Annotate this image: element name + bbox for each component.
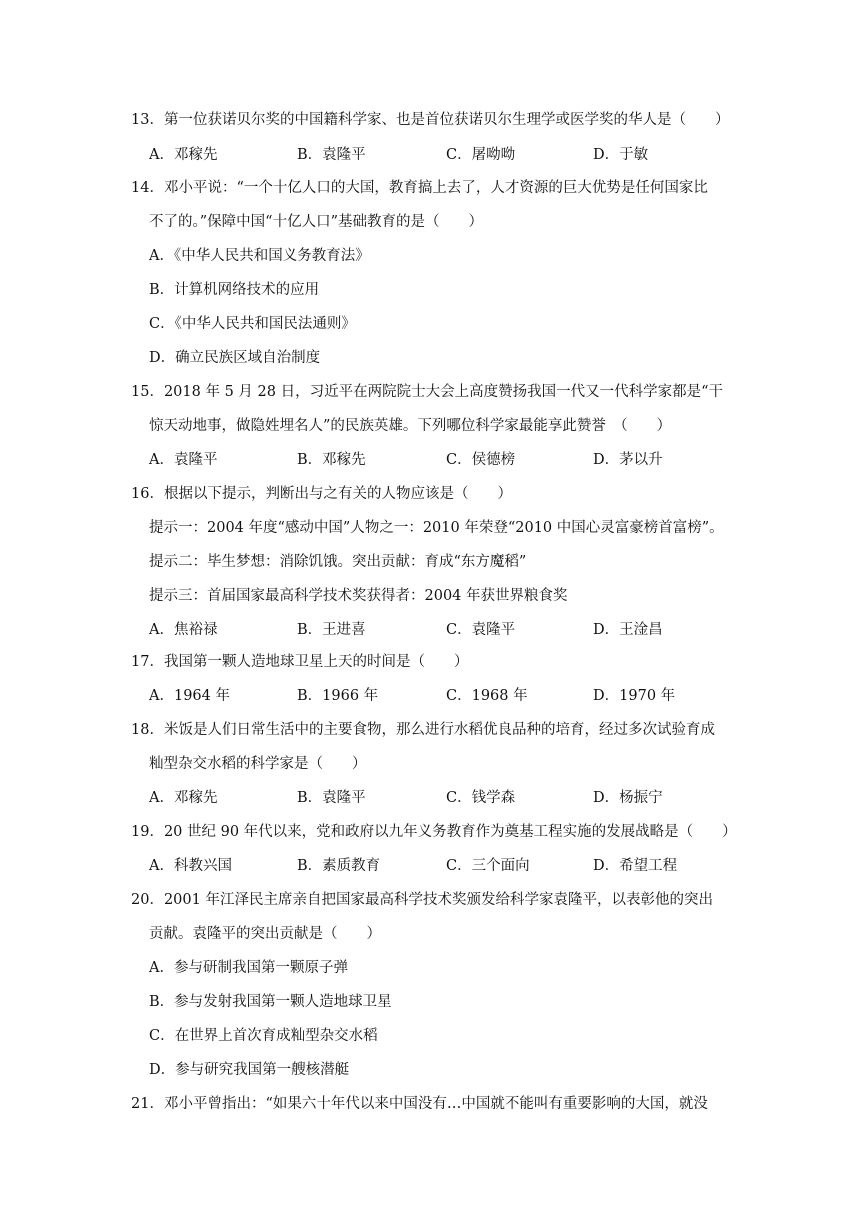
question-stem: 邓小平说：“一个十亿人口的大国，教育搞上去了，人才资源的巨大优势是任何国家比 (163, 180, 708, 196)
option-a[interactable] (149, 620, 217, 640)
option-letter: A． (149, 858, 174, 874)
option-text: 邓稼先 (173, 147, 218, 163)
question-18-line-2: 籼型杂交水稻的科学家是（ ） (149, 756, 367, 772)
question-number: 14． (131, 180, 164, 196)
option-text: 邓稼先 (173, 790, 218, 806)
question-18-options (149, 788, 709, 808)
question-16-hint-1: 提示一：2004 年度“感动中国”人物之一：2010 年荣登“2010 中国心灵富豪榜首富榜”。 (149, 520, 724, 536)
question-17-line-1 (131, 652, 468, 672)
option-a[interactable] (149, 686, 230, 706)
question-16-hint-3: 提示三：首届国家最高科学技术奖获得者：2004 年获世界粮食奖 (149, 588, 568, 604)
option-d[interactable] (593, 788, 663, 808)
option-d[interactable] (593, 686, 675, 706)
option-c[interactable] (446, 686, 528, 706)
question-14-option-c[interactable]: C．《中华人民共和国民法通则》 (149, 316, 356, 332)
option-text: 钱学森 (471, 790, 516, 806)
option-b[interactable] (297, 145, 366, 165)
option-c[interactable] (446, 856, 530, 876)
option-text: 1964 年 (173, 688, 230, 704)
question-number: 20． (131, 892, 164, 908)
option-b[interactable] (297, 856, 380, 876)
option-letter: C． (446, 622, 472, 638)
option-letter: A． (149, 622, 174, 638)
question-14-option-a[interactable]: A．《中华人民共和国义务教育法》 (149, 248, 370, 264)
question-19-line-1 (131, 822, 737, 842)
question-20-line-2: 贡献。袁隆平的突出贡献是（ ） (149, 926, 381, 942)
question-16-options (149, 620, 709, 640)
option-letter: B． (297, 147, 323, 163)
question-15-line-1 (131, 382, 723, 402)
option-letter: D． (593, 452, 620, 468)
question-stem: 我国第一颗人造地球卫星上天的时间是（ ） (163, 654, 469, 670)
option-text: 科教兴国 (173, 858, 232, 874)
option-d[interactable] (593, 145, 648, 165)
option-letter: B． (297, 622, 323, 638)
option-a[interactable] (149, 788, 217, 808)
option-text: 屠呦呦 (471, 147, 516, 163)
option-text: 三个面向 (471, 858, 530, 874)
option-a[interactable] (149, 856, 232, 876)
question-14-option-b[interactable]: B．计算机网络技术的应用 (149, 282, 320, 298)
question-20-option-b[interactable]: B．参与发射我国第一颗人造地球卫星 (149, 994, 392, 1010)
option-c[interactable] (446, 788, 515, 808)
question-number: 18． (131, 722, 164, 738)
option-text: 素质教育 (322, 858, 381, 874)
question-19-options (149, 856, 709, 876)
option-letter: D． (593, 622, 620, 638)
option-letter: D． (593, 688, 620, 704)
option-a[interactable] (149, 450, 217, 470)
option-text: 希望工程 (619, 858, 678, 874)
option-letter: A． (149, 147, 174, 163)
option-text: 茅以升 (619, 452, 663, 468)
question-stem: 根据以下提示，判断出与之有关的人物应该是（ ） (163, 486, 512, 502)
option-b[interactable] (297, 450, 366, 470)
question-17-options (149, 686, 709, 706)
option-text: 袁隆平 (322, 147, 366, 163)
option-letter: B． (297, 858, 323, 874)
question-20-option-a[interactable]: A．参与研制我国第一颗原子弹 (149, 960, 348, 976)
option-c[interactable] (446, 450, 515, 470)
option-letter: B． (297, 790, 323, 806)
option-text: 袁隆平 (471, 622, 516, 638)
question-16-hint-2: 提示二：毕生梦想：消除饥饿。突出贡献：育成“东方魔稻” (149, 554, 527, 570)
option-letter: C． (446, 452, 472, 468)
question-stem: 邓小平曾指出：“如果六十年代以来中国没有…中国就不能叫有重要影响的大国，就没 (163, 1096, 708, 1112)
option-text: 1966 年 (322, 688, 379, 704)
option-a[interactable] (149, 145, 217, 165)
option-text: 袁隆平 (322, 790, 366, 806)
question-stem: 米饭是人们日常生活中的主要食物，那么进行水稻优良品种的培育，经过多次试验育成 (163, 722, 715, 738)
question-stem: 20 世纪 90 年代以来，党和政府以九年义务教育作为奠基工程实施的发展战略是（ ） (163, 824, 737, 840)
option-letter: D． (593, 790, 620, 806)
question-18-line-1 (131, 720, 715, 740)
question-number: 16． (131, 486, 164, 502)
option-text: 王淦昌 (619, 622, 663, 638)
question-number: 13． (131, 112, 164, 128)
question-16-line-1 (131, 484, 512, 504)
option-text: 1970 年 (619, 688, 676, 704)
option-c[interactable] (446, 620, 515, 640)
question-14-line-1 (131, 178, 708, 198)
question-stem: 2018 年 5 月 28 日，习近平在两院院士大会上高度赞扬我国一代又一代科学家都是“干 (163, 384, 723, 400)
option-d[interactable] (593, 856, 677, 876)
option-letter: C． (446, 790, 472, 806)
option-text: 王进喜 (322, 622, 366, 638)
option-text: 袁隆平 (173, 452, 218, 468)
option-d[interactable] (593, 620, 663, 640)
option-letter: C． (446, 858, 472, 874)
option-text: 侯德榜 (471, 452, 516, 468)
question-number: 19． (131, 824, 164, 840)
option-d[interactable] (593, 450, 663, 470)
question-number: 15． (131, 384, 164, 400)
question-15-options (149, 450, 709, 470)
option-letter: D． (593, 147, 620, 163)
option-letter: A． (149, 790, 174, 806)
option-b[interactable] (297, 686, 378, 706)
option-letter: A． (149, 452, 174, 468)
option-letter: A． (149, 688, 174, 704)
question-stem: 2001 年江泽民主席亲自把国家最高科学技术奖颁发给科学家袁隆平，以表彰他的突出 (163, 892, 713, 908)
question-13-options (149, 145, 709, 165)
option-text: 1968 年 (471, 688, 528, 704)
question-number: 17． (131, 654, 164, 670)
question-number: 21． (131, 1096, 164, 1112)
option-text: 邓稼先 (322, 452, 366, 468)
option-b[interactable] (297, 620, 366, 640)
option-letter: C． (446, 688, 472, 704)
option-letter: D． (593, 858, 620, 874)
question-20-option-c[interactable]: C．在世界上首次育成籼型杂交水稻 (149, 1028, 378, 1044)
option-letter: C． (446, 147, 472, 163)
option-letter: B． (297, 452, 323, 468)
question-14-option-d[interactable]: D．确立民族区域自治制度 (149, 350, 321, 366)
option-text: 焦裕禄 (173, 622, 218, 638)
question-20-option-d[interactable]: D．参与研究我国第一艘核潜艇 (149, 1062, 350, 1078)
question-20-line-1 (131, 890, 713, 910)
option-text: 杨振宁 (619, 790, 663, 806)
option-c[interactable] (446, 145, 515, 165)
question-13-line-1 (131, 110, 729, 130)
question-14-line-2: 不了的。”保障中国“十亿人口”基础教育的是（ ） (149, 214, 483, 230)
question-stem: 第一位获诺贝尔奖的中国籍科学家、也是首位获诺贝尔生理学或医学奖的华人是（ ） (163, 112, 730, 128)
option-text: 于敏 (619, 147, 649, 163)
option-letter: B． (297, 688, 323, 704)
question-15-line-2: 惊天动地事，做隐姓埋名人”的民族英雄。下列哪位科学家最能享此赞誉 （ ） (149, 418, 672, 434)
question-21-line-1 (131, 1094, 708, 1114)
option-b[interactable] (297, 788, 366, 808)
